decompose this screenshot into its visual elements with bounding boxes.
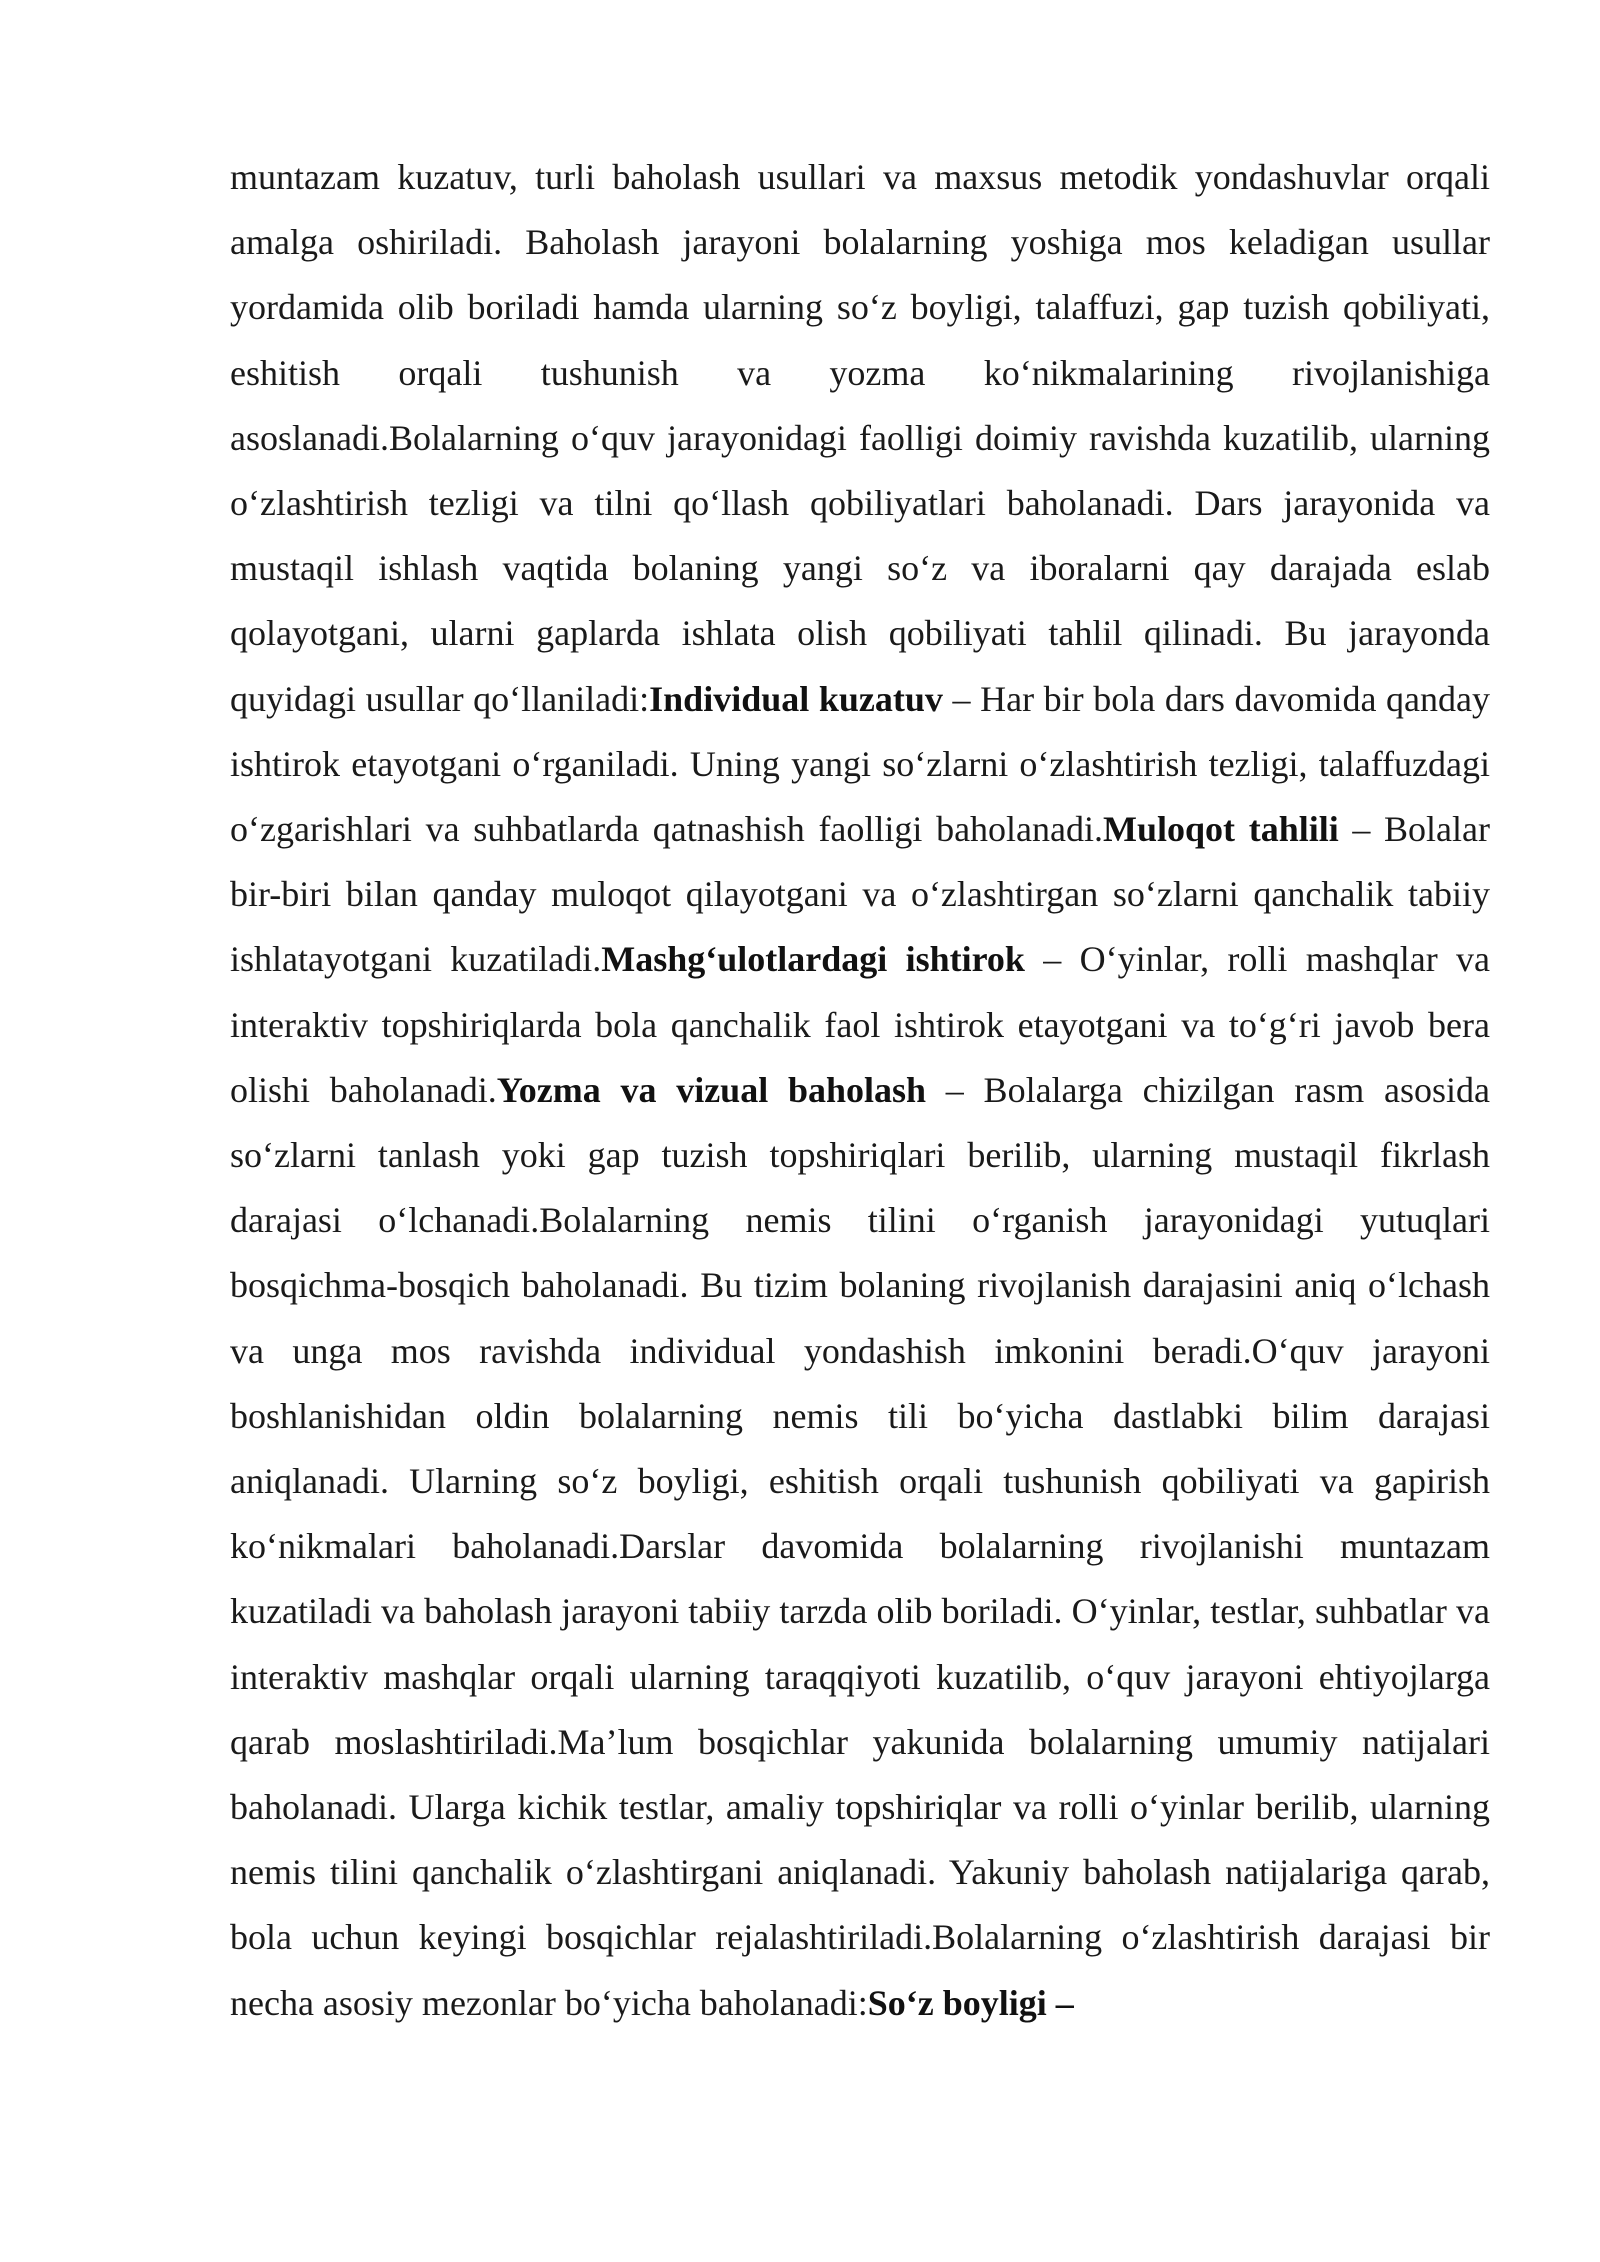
body-text: – Har bir bola dars davomida qanday ishtirok etayotgani o‘rganiladi. Uning yangi so‘zlarni o‘zlashtirish tezligi, talaffuzdagi o‘zgarishlari va suhbatlarda qatnashish faolligi baholanadi. — [230, 678, 1490, 850]
term-individual-kuzatuv: Individual kuzatuv — [649, 678, 943, 719]
body-text: – Bolalar bir-biri bilan qanday muloqot qilayotgani va o‘zlashtirgan so‘zlarni qanchalik tabiiy ishlatayotgani kuzatiladi. — [230, 809, 1490, 980]
body-paragraph — [230, 145, 1490, 2036]
term-soz-boyligi: So‘z boyligi – — [867, 1982, 1074, 2023]
term-muloqot-tahlili: Muloqot tahlili — [1103, 809, 1339, 850]
body-text: – Bolalarga chizilgan rasm asosida so‘zlarni tanlash yoki gap tuzish topshiriqlari berilib, ularning mustaqil fikrlash darajasi o‘lchanadi.Bolalarning nemis tilini o‘rganish jarayonidagi yutuqlari bosqichma-bosqich baholanadi. Bu tizim bolaning rivojlanish darajasini aniq o‘lchash va unga mos ravishda individual yondashish imkonini beradi.O‘quv jarayoni boshlanishidan oldin bolalarning nemis tili bo‘yicha dastlabki bilim darajasi aniqlanadi. Ularning so‘z boyligi, eshitish orqali tushunish qobiliyati va gapirish ko‘nikmalari baholanadi.Darslar davomida bolalarning rivojlanishi muntazam kuzatiladi va baholash jarayoni tabiiy tarzda olib boriladi. O‘yinlar, testlar, suhbatlar va interaktiv mashqlar orqali ularning taraqqiyoti kuzatilib, o‘quv jarayoni ehtiyojlarga qarab moslashtiriladi.Ma’lum bosqichlar yakunida bolalarning umumiy natijalari baholanadi. Ularga kichik testlar, amaliy topshiriqlar va rolli o‘yinlar berilib, ularning nemis tilini qanchalik o‘zlashtirgani aniqlanadi. Yakuniy baholash natijalariga qarab, bola uchun keyingi bosqichlar rejalashtiriladi.Bolalarning o‘zlashtirish darajasi bir necha asosiy mezonlar bo‘yicha baholanadi: — [230, 1069, 1491, 2023]
body-text: muntazam kuzatuv, turli baholash usullari va maxsus metodik yondashuvlar orqali amalga oshiriladi. Baholash jarayoni bolalarning yoshiga mos keladigan usullar yordamida olib boriladi hamda ularning so‘z boyligi, talaffuzi, gap tuzish qobiliyati, eshitish orqali tushunish va yozma ko‘nikmalarining rivojlanishiga asoslanadi.Bolalarning o‘quv jarayonidagi faolligi doimiy ravishda kuzatilib, ularning o‘zlashtirish tezligi va tilni qo‘llash qobiliyatlari baholanadi. Dars jarayonida va mustaqil ishlash vaqtida bolaning yangi so‘z va iboralarni qay darajada eslab qolayotgani, ularni gaplarda ishlata olish qobiliyati tahlil qilinadi. Bu jarayonda quyidagi usullar qo‘llaniladi: — [230, 157, 1490, 719]
term-yozma-va-vizual-baholash: Yozma va vizual baholash — [496, 1069, 927, 1110]
term-mashgulotlardagi-ishtirok: Mashg‘ulotlardagi ishtirok — [601, 939, 1025, 980]
body-text: – O‘yinlar, rolli mashqlar va interaktiv topshiriqlarda bola qanchalik faol ishtirok etayotgani va to‘g‘ri javob bera olishi baholanadi. — [230, 939, 1491, 1110]
